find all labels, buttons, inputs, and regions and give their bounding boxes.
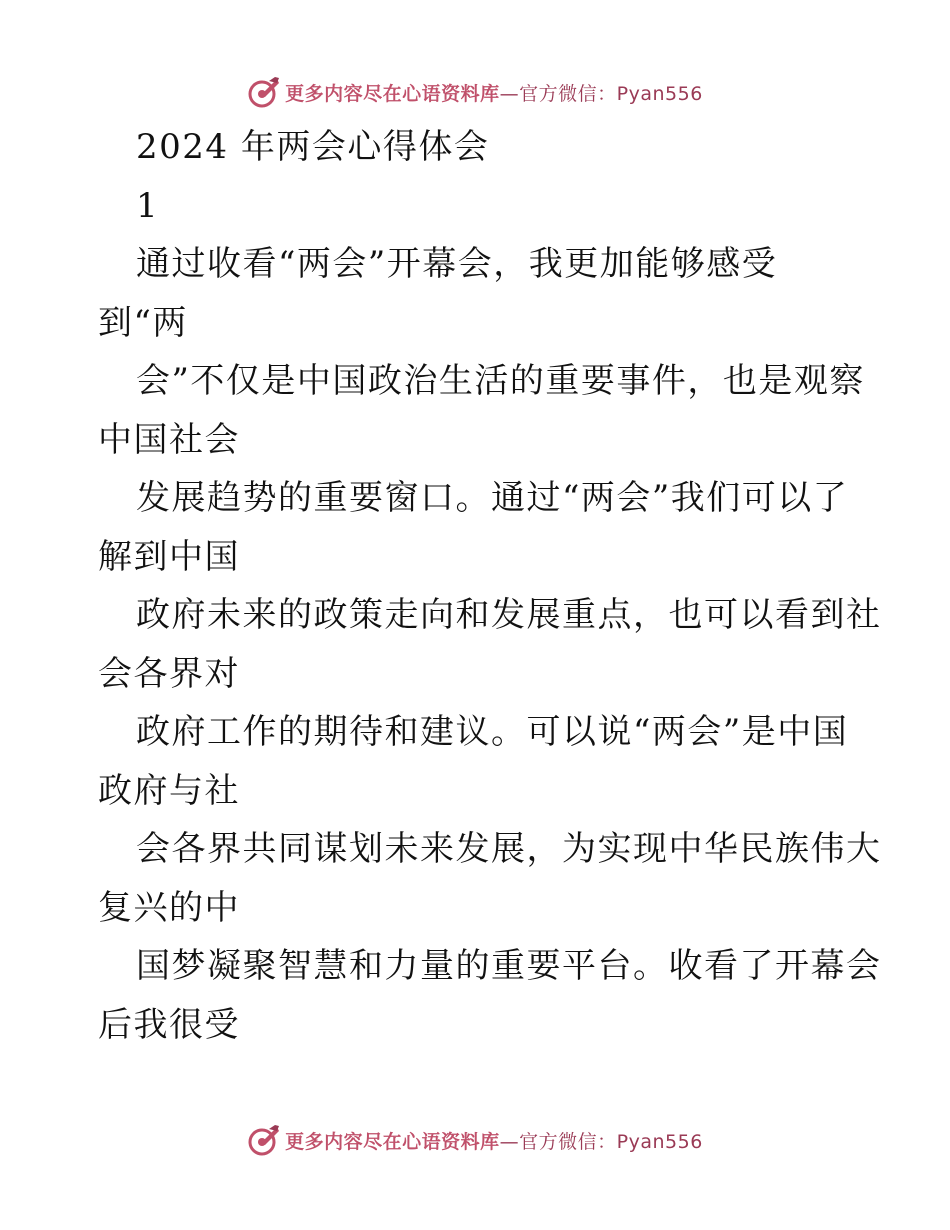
text-line: 政府未来的政策走向和发展重点，也可以看到社 — [136, 595, 882, 635]
text-line: 到“两 — [98, 302, 188, 343]
text-line: 会各界共同谋划未来发展，为实现中华民族伟大 — [136, 829, 882, 869]
text-line: 国梦凝聚智慧和力量的重要平台。收看了开幕会 — [136, 946, 882, 986]
text-line: 会”不仅是中国政治生活的重要事件，也是观察 — [136, 361, 865, 401]
document-body — [98, 118, 882, 1054]
document-title: 2024 年两会心得体会 — [136, 127, 490, 167]
quill-logo-icon — [247, 1123, 281, 1157]
text-line: 中国社会 — [98, 419, 240, 460]
watermark-text — [285, 79, 703, 106]
watermark-main: 更多内容尽在心语资料库 — [285, 1130, 500, 1153]
text-line: 政府与社 — [98, 770, 240, 811]
footer-watermark — [0, 1120, 950, 1160]
text-line: 复兴的中 — [98, 887, 240, 928]
watermark-rest: —官方微信：Pyan556 — [499, 1130, 703, 1153]
text-line: 通过收看“两会”开幕会，我更加能够感受 — [136, 244, 778, 284]
text-line: 政府工作的期待和建议。可以说“两会”是中国 — [136, 712, 849, 752]
watermark-main: 更多内容尽在心语资料库 — [285, 82, 500, 105]
text-line: 解到中国 — [98, 536, 240, 577]
text-line: 后我很受 — [98, 1004, 240, 1045]
quill-logo-icon — [247, 75, 281, 109]
watermark-text — [285, 1127, 703, 1154]
header-watermark — [0, 72, 950, 112]
text-line: 发展趋势的重要窗口。通过“两会”我们可以了 — [136, 478, 849, 518]
text-line: 会各界对 — [98, 653, 240, 694]
watermark-rest: —官方微信：Pyan556 — [499, 82, 703, 105]
text-line: 1 — [136, 185, 160, 226]
